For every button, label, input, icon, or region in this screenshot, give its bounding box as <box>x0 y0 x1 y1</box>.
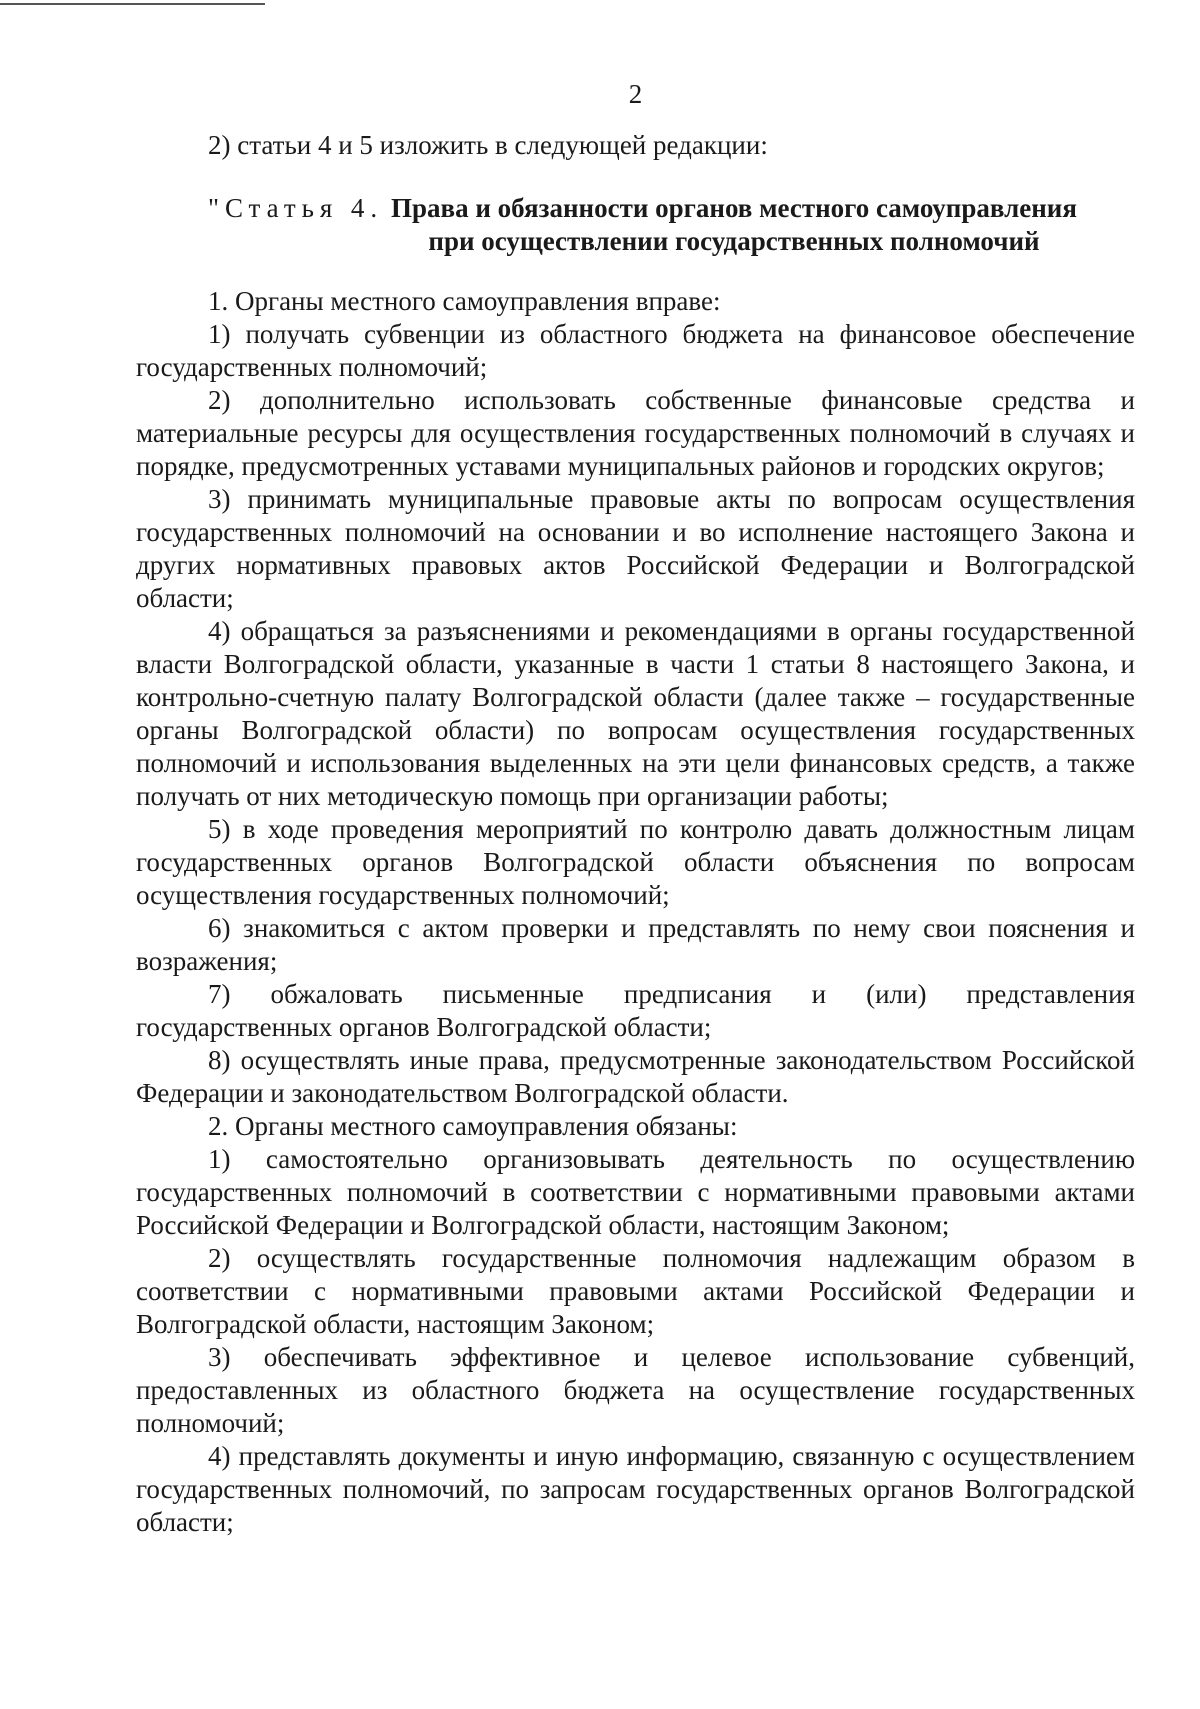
article-body <box>136 285 1135 1539</box>
paragraph: 1. Органы местного самоуправления вправе: <box>208 286 721 316</box>
intro-paragraph: 2) статьи 4 и 5 изложить в следующей редакции: <box>208 130 768 160</box>
paragraph: 3) принимать муниципальные правовые акты по вопросам осуществления государственных полномочий на основании и во исполнение настоящего Закона и других нормативных правовых актов Российской Федерации и Волгоградской области; <box>136 484 1135 613</box>
document-page <box>136 78 1135 1539</box>
paragraph: 3) обеспечивать эффективное и целевое использование субвенций, предоставленных из областного бюджета на осуществление государственных полномочий; <box>136 1342 1135 1438</box>
paragraph: 2. Органы местного самоуправления обязаны: <box>208 1111 738 1141</box>
scan-edge-line <box>0 3 265 5</box>
paragraph: 4) представлять документы и иную информацию, связанную с осуществлением государственных полномочий, по запросам государственных органов Волгоградской области; <box>136 1441 1135 1537</box>
paragraph: 8) осуществлять иные права, предусмотренные законодательством Российской Федерации и законодательством Волгоградской области. <box>136 1045 1135 1108</box>
article-label: "Статья 4. <box>208 193 384 223</box>
page-number: 2 <box>628 79 643 109</box>
paragraph: 4) обращаться за разъяснениями и рекомендациями в органы государственной власти Волгоградской области, указанные в части 1 статьи 8 настоящего Закона, и контрольно-счетную палату Волгоградской области (далее также – государственные органы Волгоградской области) по вопросам осуществления государственных полномочий и использования выделенных на эти цели финансовых средств, а также получать от них методическую помощь при организации работы; <box>136 616 1135 811</box>
article-title-line: при осуществлении государственных полномочий <box>428 226 1040 256</box>
article-title <box>391 192 1077 258</box>
article-heading <box>208 192 1135 258</box>
paragraph: 5) в ходе проведения мероприятий по контролю давать должностным лицам государственных органов Волгоградской области объяснения по вопросам осуществления государственных полномочий; <box>136 814 1135 910</box>
paragraph: 6) знакомиться с актом проверки и представлять по нему свои пояснения и возражения; <box>136 913 1135 976</box>
article-title-line: Права и обязанности органов местного самоуправления <box>391 193 1077 223</box>
paragraph: 2) дополнительно использовать собственные финансовые средства и материальные ресурсы для осуществления государственных полномочий в случаях и порядке, предусмотренных уставами муниципальных районов и городских округов; <box>136 385 1135 481</box>
paragraph: 7) обжаловать письменные предписания и (или) представления государственных органов Волгоградской области; <box>136 979 1135 1042</box>
paragraph: 1) самостоятельно организовывать деятельность по осуществлению государственных полномочий в соответствии с нормативными правовыми актами Российской Федерации и Волгоградской области, настоящим Законом; <box>136 1144 1135 1240</box>
paragraph: 2) осуществлять государственные полномочия надлежащим образом в соответствии с нормативными правовыми актами Российской Федерации и Волгоградской области, настоящим Законом; <box>136 1243 1135 1339</box>
paragraph: 1) получать субвенции из областного бюджета на финансовое обеспечение государственных полномочий; <box>136 319 1135 382</box>
